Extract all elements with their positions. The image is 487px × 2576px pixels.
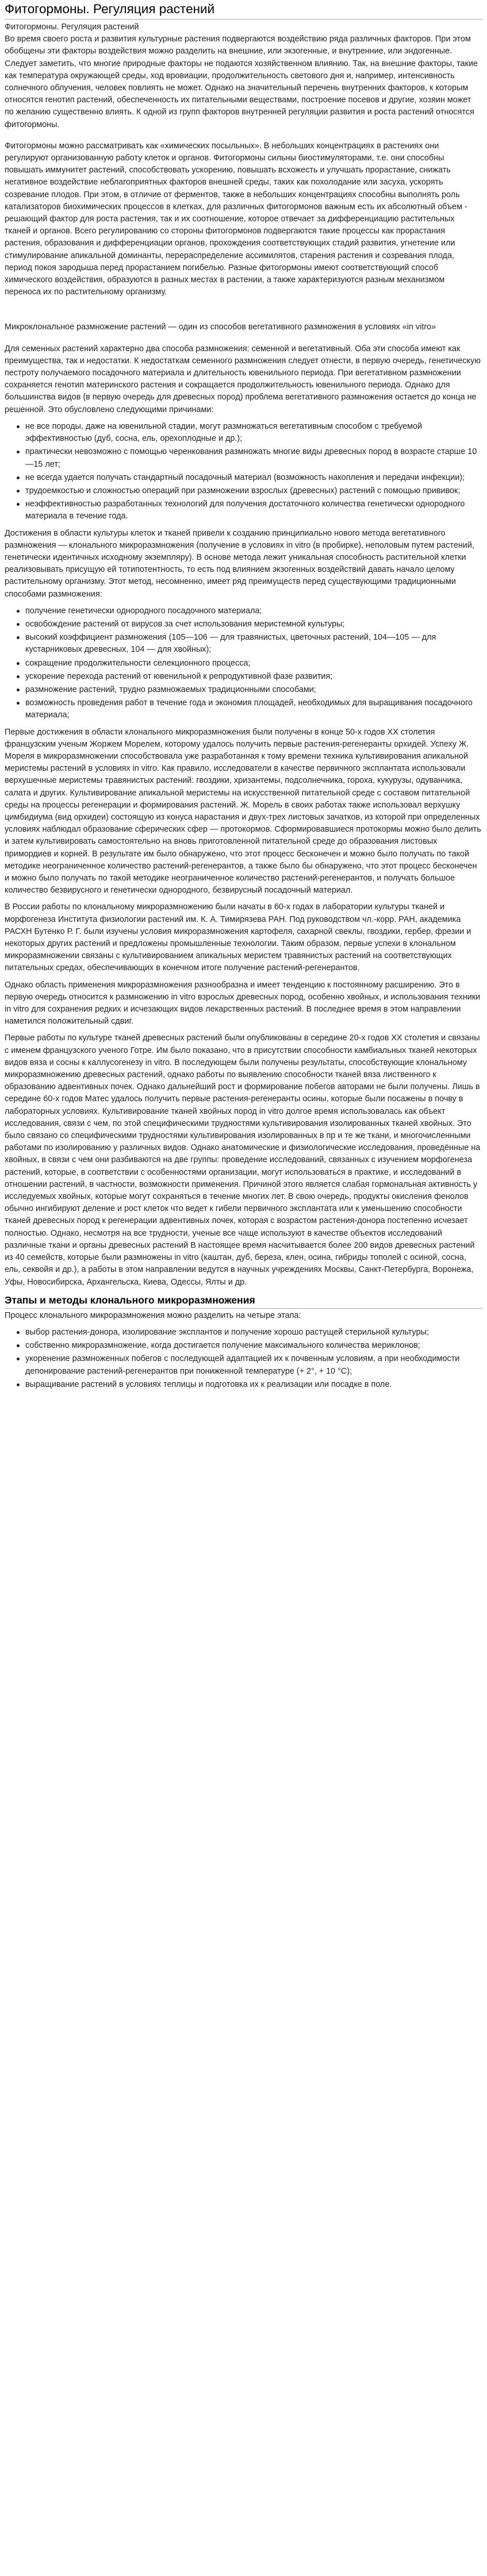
list-item: высокий коэффициент размножения (105—106 — для травянистых, цветочных растений, 104—105 — для кустарниковых древесных, 104 — для хвойных); [25,632,482,656]
page-subtitle: Фитогормоны. Регуляция растений [5,22,139,32]
list-item: трудоемкостью и сложностью операций при размножении взрослых (древесных) растений с помощью прививок; [25,485,482,497]
list-item: сокращение продолжительности селекционного процесса; [25,658,482,670]
micro-paragraph-2: Достижения в области культуры клеток и тканей привели к созданию принципиально нового метода вегетативного размножения — клонального микроразмножения (получение в условиях in vitro (в пробирке), неполовым путем растений, генетически идентичных исходному экземпляру). В основе метода лежит уникальная способность растительной клетки реализовывать присущую ей тотипотентность, то есть под влиянием экзогенных воздействий давать начало целому растительному организму. Этот метод, несомненно, имеет ряд преимуществ перед существующими традиционными способами размножения: [5,528,474,599]
stages-intro: Процесс клонального микроразмножения можно разделить на четыре этапа: [5,1310,301,1320]
list-item: выращивание растений в условиях теплицы и подготовка их к реализации или посадке в поле. [25,1379,482,1391]
list-item: укоренение размноженных побегов с последующей адаптацией их к почвенным условиям, а при необходимости депонирование растений-регенерантов при пониженной температуре (+ 2°, + 10 °С); [25,1353,482,1377]
micro-paragraph-4: В России работы по клональному микроразмножению были начаты в 60-х годах в лаборатории культуры тканей и морфогенеза Института физиологии растений им. К. А. Тимирязева РАН. Под руководством чл.-корр. РАН, академика РАСХН Бутенко Р. Г. были изучены условия микроразмножения картофеля, сахарной свеклы, гвоздики, гербер, фрезии и некоторых других растений и предложены промышленные технологии. Таким образом, первые успехи в клональном микроразмножении связаны с культивированием апикальных меристем травянистых растений на соответствующих питательных средах, обеспечивающих в конечном итоге получение растений-регенерантов. [5,902,471,973]
list-item: практически невозможно с помощью черенкования размножать многие виды древесных пород в возрасте старше 10—15 лет; [25,446,482,470]
intro-paragraph-1: Во время своего роста и развития культурные растения подвергаются воздействию ряда различных факторов. При этом обобщены эти факторы воздействия можно разделить на внешние, или экзогенные, и внутренние, или эндогенные. Следует заметить, что многие природные факторы не подаются хозяйственном влиянию. Так, на внешние факторы, такие как температура окружающей среды, ход вровиации, продолжительность светового дня и, например, интенсивность солнечного облучения, человек повлиять не может. Однако на значительный перечень внутренних факторов, к которым относятся генотип растений, обеспеченность их питательными веществами, построение посевов и другие, хозяин может по желанию существенно влиять. К одной из групп факторов внутренней регуляции развития и роста растений относятся фитогормоны. [5,34,478,129]
intro-paragraph-2: Фитогормоны можно рассматривать как «химических посыльных». В небольших концентрациях в растениях они регулируют организованную работу клеток и органов. Фитогормоны сильны биостимуляторами, т.е. они способны повышать иммунитет растений, способствовать ускорению, повышать всхожесть и улучшать прорастание, снижать негативное воздействие неблагоприятных факторов внешней среды, таких как похолодание или засуха, ускорять созревание плодов. При этом, в отличие от ферментов, также в небольших концентрациях способны выполнять роль катализаторов биохимических процессов в клетках, для различных фитогормонов важным есть их абсолютный объем - решающий фактор для роста растения, так и их соотношение, которое отвечает за дифференциацию растительных тканей и органов. Всего регулированию со стороны фитогормонов подвергаются такие процессы как прорастания растения, образования и дифференциации органов, прохождения соответствующих стадий развития, угнетение или стимулирование апикальной доминанты, перераспределение ассимилятов, старения растения и созревания плода, период покоя зародыша перед прорастанием погибелью. Разные фитогормоны имеют соответствующий способ химического воздействия, образуются в разных местах в растении, а также характеризуются разным механизмом переноса их по растительному организму. [5,141,467,297]
list-item: собственно микроразмножение, когда достигается получение максимального количества мериклонов; [25,1340,482,1352]
micro-paragraph-1: Для семенных растений характерно два способа размножения: семенной и вегетативный. Оба эти способа имеют как преимущества, так и недостатки. К недостаткам семенного размножения следует отнести, в первую очередь, генетическую пестроту получаемого посадочного материала и длительность ювенильного периода. При вегетативном размножении сохраняется генотип материнского растения и сокращается продолжительность ювенильного периода. Однако для большинства видов (в первую очередь для древесных пород) проблема вегетативного размножения остается до конца не решенной. Это обусловлено следующими причинами: [5,344,481,414]
list-item: не всегда удается получать стандартный посадочный материал (возможность накопления и передачи инфекции); [25,472,482,484]
section-heading-stages: Этапы и методы клонального микроразмножения [5,1293,482,1309]
micro-paragraph-3: Первые достижения в области клонального микроразмножения были получены в конце 50-х годов XX столетия французским ученым Жоржем Морелем, которому удалось получить первые растения-регенеранты орхидей. Успеху Ж. Мореля в микроразмножении способствовала уже разработанная к тому времени техника культивирования апикальной меристемы растений в условиях in vitro. Как правило, исследователи в качестве первичного эксплантата использовали верхушечные меристемы травянистых растений: гвоздики, хризантемы, подсолнечника, горохa, кукурузы, одуванчика, салата и других. Культивирование апикальной меристемы на искусственной питательной среде с составом питательной среды на процессы регенерации и формирования растений. Ж. Морель в своих работах также использовал верхушку цимбидиума (вид орхидеи) состоящую из конуса нарастания и двух-трех листовых зачатков, из которой при определенных условиях наблюдал образование сферических сфер — протокормов. Сформировавшиеся протокормы можно было делить и затем культивировать самостоятельно на вновь приготовленной питательной среде до образования листовых примордиев и корней. В результате им было обнаружено, что этот процесс бесконечен и можно было получать по такой методике неограниченное количество растений-регенерантов, а также было бы обнаружено, что этот процесс бесконечен и можно было получать по такой методике неограниченное количество растений-регенерантов, и получать большое количество безвирусного и генетически однородного, безвирусный посадочный материал. [5,727,481,895]
micro-paragraph-5: Однако область применения микроразмножения разнообразна и имеет тенденцию к постоянному расширению. Это в первую очередь относится к размножению in vitro взрослых древесных пород, особенно хвойных, и использования техники in vitro для сохранения редких и исчезающих видов лекарственных растений. В последнее время в этом направлении наметился положительный сдвиг. [5,980,481,1026]
list-item: неэффективностью разработанных технологий для получения достаточного количества генетически однородного материала в течение года. [25,498,482,522]
list-item: получение генетически однородного посадочного материала; [25,605,482,617]
list-item: размножение растений, трудно размножаемых традиционными способами; [25,684,482,696]
list-item: ускорение перехода растений от ювенильной к репродуктивной фазе развития; [25,671,482,683]
list-item: не все породы, даже на ювенильной стадии, могут размножаться вегетативным способом с требуемой эффективностью (дуб, сосна, ель, орехоплодные и др.); [25,421,482,445]
list-item: освобождение растений от вирусов за счет использования меристемной культуры; [25,618,482,630]
list-item: выбор растения-донора, изолирование эксплантов и получение хорошо растущей стерильной культуры; [25,1327,482,1339]
advantages-list [5,605,482,722]
reasons-list [5,421,482,523]
page-title: Фитогормоны. Регуляция растений [5,0,482,20]
micro-paragraph-6: Первые работы по культуре тканей древесных растений были опубликованы в середине 20-х годов XX столетия и связаны с именем французского ученого Готре. Им было показано, что в присутствии способности камбиальных тканей некоторых видов вяза и сосны к каллусогенезу in vitro. В последующем были получены результаты, способствующие клональному микроразмножению древесных растений, однако работы по выявлению способности тканей вяза лиственного к образованию адвентивных почек. Однако дальнейший рост и формирование побегов авторами не были получены. Лишь в середине 60-х годов Матес удалось получить первые растения-регенеранты осины, которые были посажены в почву в лабораторных условиях. Культивирование тканей хвойных пород in vitro долгое время использовалась как объект исследования, связи с чем, по этой специфическими трудностями культивирования изолированных тканей хвойных. Это было связано со специфическими трудностями культивирования изолированных в пр и те же ткани, и многочисленными работами по изолированию у различных видов. Однако анатомические и физиологические исследования, проведённые на хвойных, в связи с чем они разбиваются на две группы: проведение исследований, связанных с изучением морфогенеза растений, которые, в соответствии с особенностями организации, могут использоваться в практике, и исследований в отношении растений, в частности, возможности применения. Причиной этого является слабая гормональная активность у исследуемых хвойных, которые могут сохраняться в течение многих лет. В свою очередь, продукты окисления фенолов обычно ингибируют деление и рост клеток что ведет к гибели первичного эксплантата или к уменьшению способности тканей древесных пород к регенерации адвентивных почек, которая с возрастом растения-донора постепенно исчезает полностью. Однако, несмотря на все трудности, ученые все чаще используют в качестве объектов исследований различные ткани и органы древесных растений В настоящее время насчитывается более 200 видов древесных растений из 40 семейств, которые были размножены in vitro (каштан, дуб, береза, клен, осина, гибриды тополей с осиной, сосна, ель, секвойя и др.), а работы в этом направлении ведутся в научных учреждениях Москвы, Санкт-Петербурга, Воронежа, Уфы, Новосибирска, Архангельска, Киева, Одессы, Ялты и др. [5,1033,481,1287]
list-item: возможность проведения работ в течение года и экономия площадей, необходимых для выращивания посадочного материала; [25,697,482,721]
micro-heading: Микроклональное размножение растений — один из способов вегетативного размножения в условиях «in vitro» [5,322,436,332]
stages-list [5,1327,482,1391]
